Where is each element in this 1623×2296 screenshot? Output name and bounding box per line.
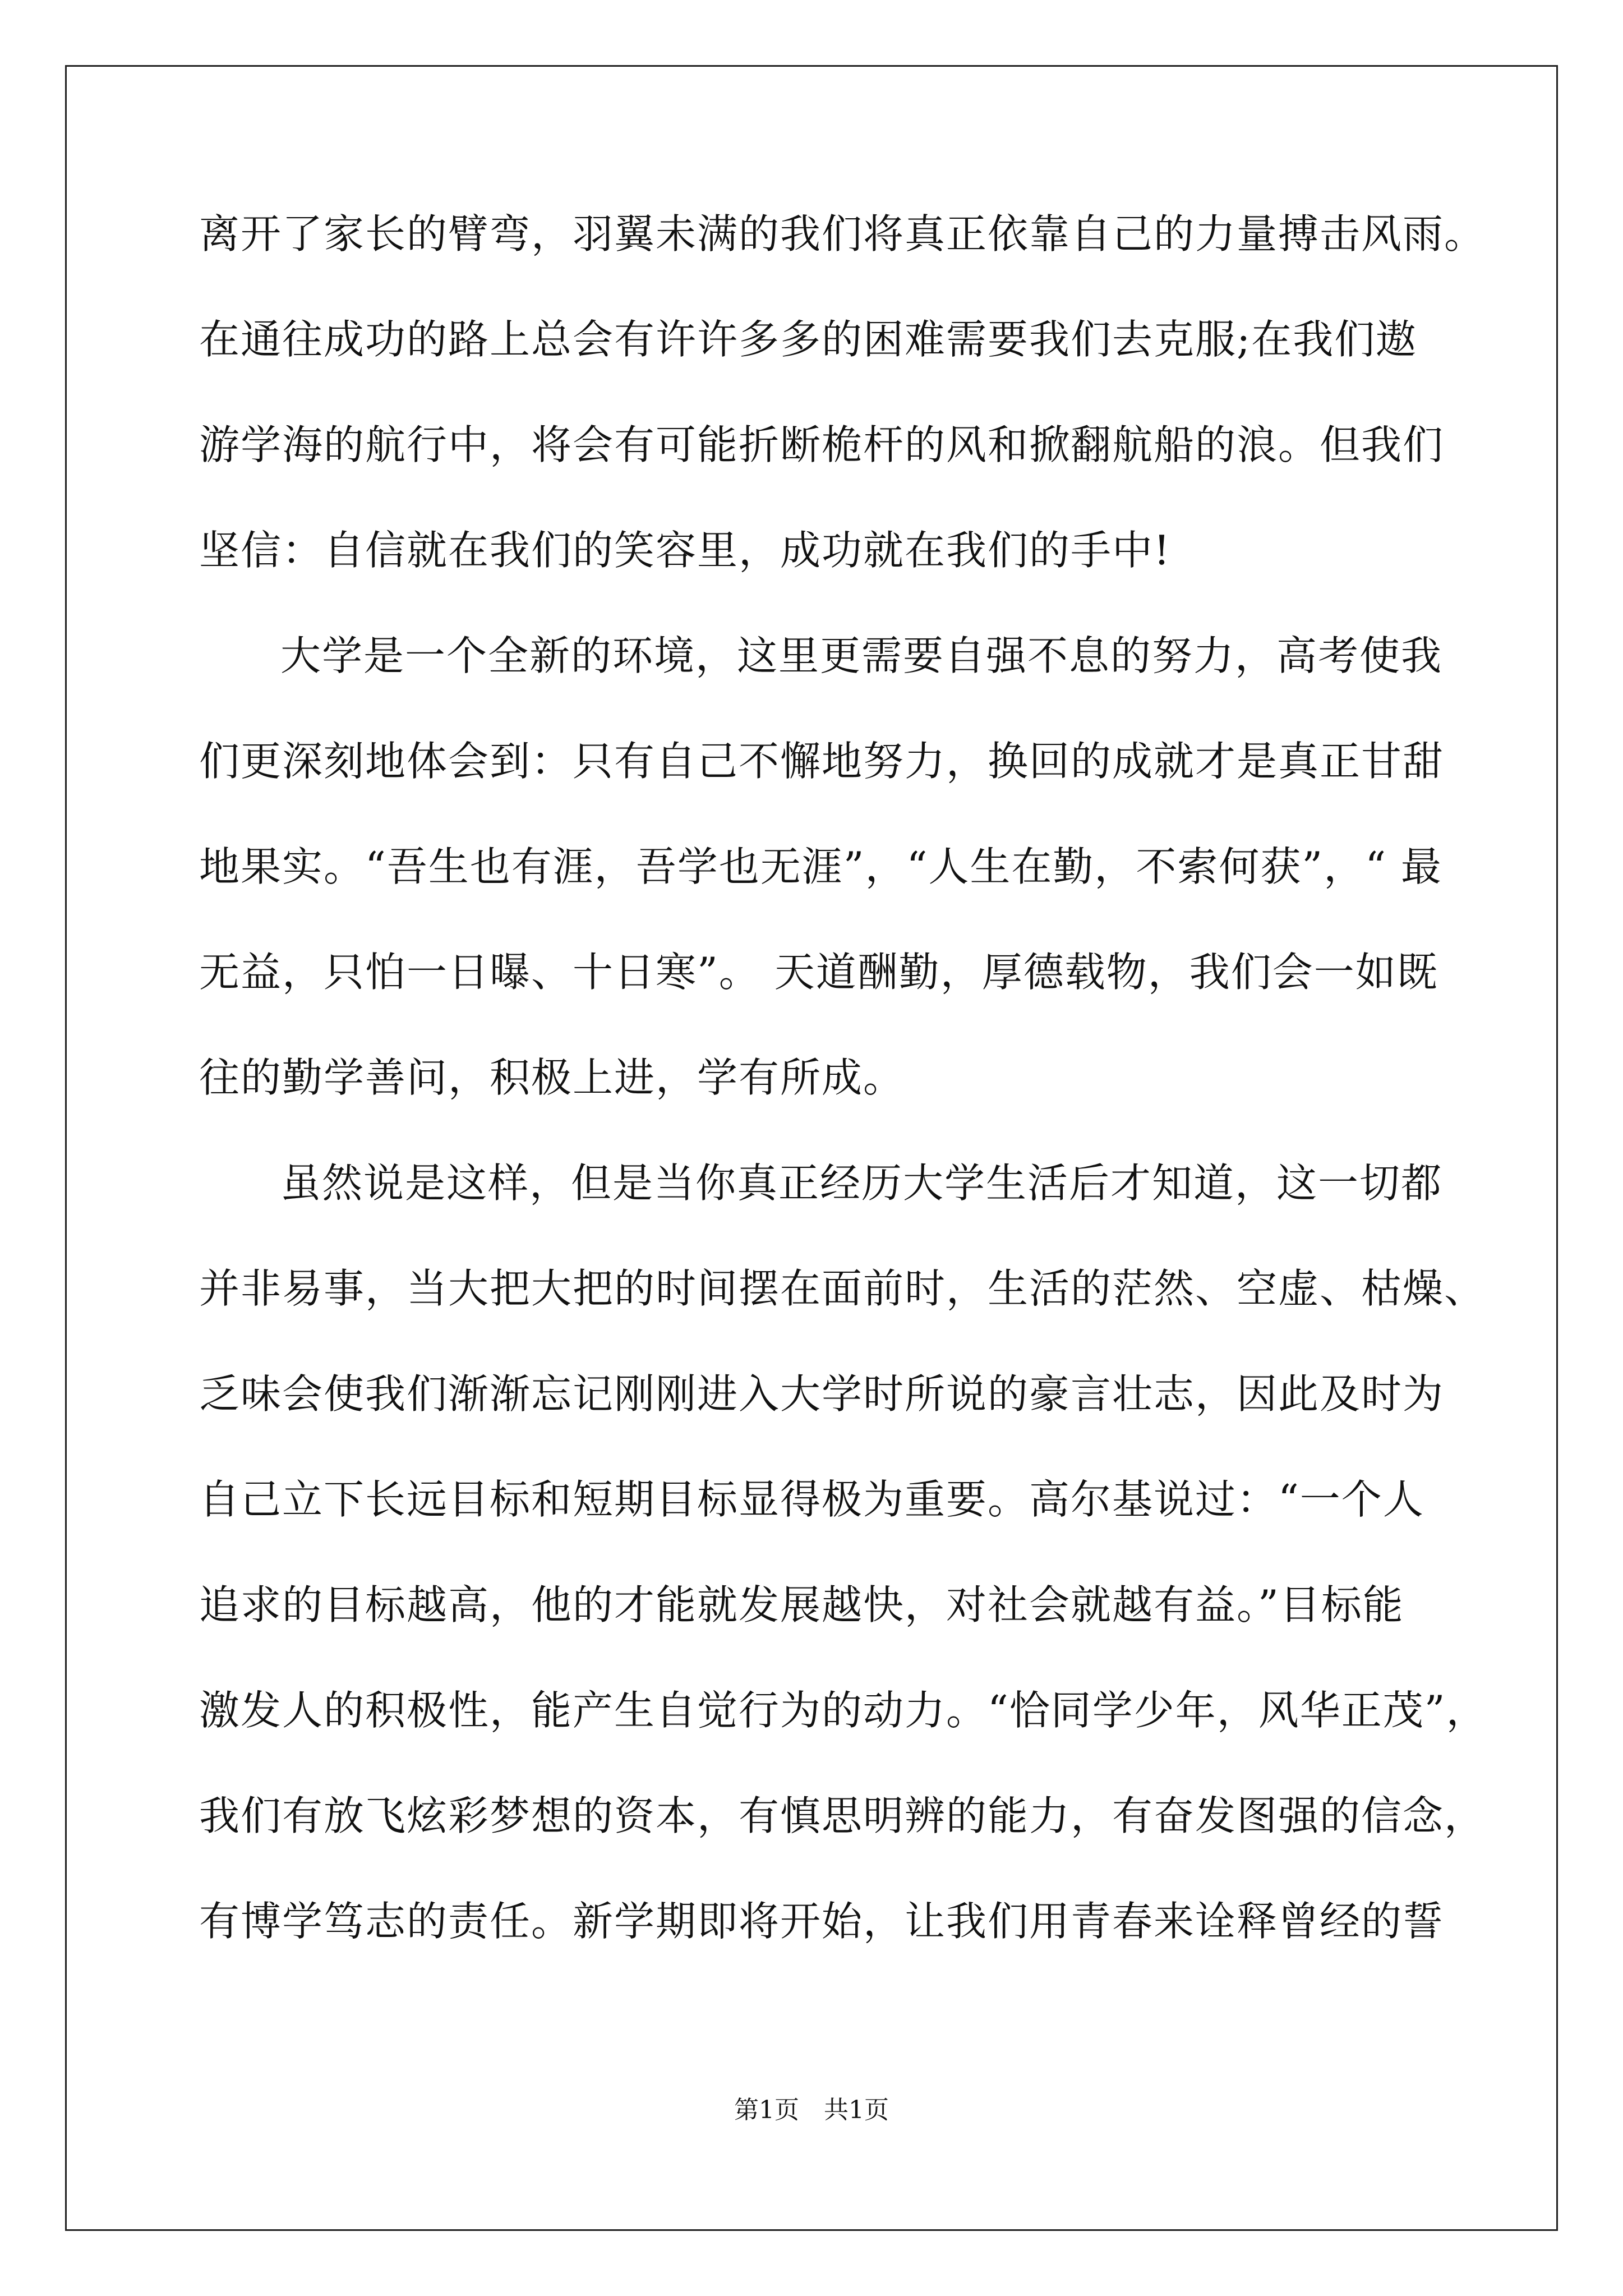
text-line: 乏味会使我们渐渐忘记刚刚进入大学时所说的豪言壮志，因此及时为 <box>199 1370 1445 1418</box>
text-line: 在通往成功的路上总会有许许多多的困难需要我们去克服;在我们遨 <box>199 316 1418 363</box>
text-line: 无益，只怕一日曝、十日寒”。 天道酬勤，厚德载物，我们会一如既 <box>199 949 1438 996</box>
text-line: 地果实。“吾生也有涯，吾学也无涯”，“人生在勤，不索何获”，“ 最 <box>199 843 1442 890</box>
document-body <box>199 206 1488 1999</box>
text-line: 有博学笃志的责任。新学期即将开始，让我们用青春来诠释曾经的誓 <box>199 1898 1445 1945</box>
paragraph-first-line: 大学是一个全新的环境，这里更需要自强不息的努力，高考使我 <box>280 632 1443 679</box>
text-line: 游学海的航行中，将会有可能折断桅杆的风和掀翻航船的浪。但我们 <box>199 421 1445 468</box>
text-line: 离开了家长的臂弯，羽翼未满的我们将真正依靠自己的力量搏击风雨。 <box>199 210 1486 257</box>
text-line: 坚信：自信就在我们的笑容里，成功就在我们的手中! <box>199 527 1171 574</box>
text-line: 我们有放飞炫彩梦想的资本，有慎思明辨的能力，有奋发图强的信念， <box>199 1792 1486 1839</box>
text-line: 追求的目标越高，他的才能就发展越快，对社会就越有益。”目标能 <box>199 1581 1404 1628</box>
page-footer: 第1页 共1页 <box>734 2096 889 2124</box>
text-line: 往的勤学善问，积极上进，学有所成。 <box>199 1054 905 1101</box>
paragraph-first-line: 虽然说是这样，但是当你真正经历大学生活后才知道，这一切都 <box>280 1159 1443 1207</box>
text-line: 激发人的积极性，能产生自觉行为的动力。“恰同学少年，风华正茂”， <box>199 1687 1488 1734</box>
text-line: 并非易事，当大把大把的时间摆在面前时，生活的茫然、空虚、枯燥、 <box>199 1265 1486 1312</box>
text-line: 自己立下长远目标和短期目标显得极为重要。高尔基说过：“一个人 <box>199 1476 1424 1523</box>
text-line: 们更深刻地体会到：只有自己不懈地努力，换回的成就才是真正甘甜 <box>199 738 1445 785</box>
